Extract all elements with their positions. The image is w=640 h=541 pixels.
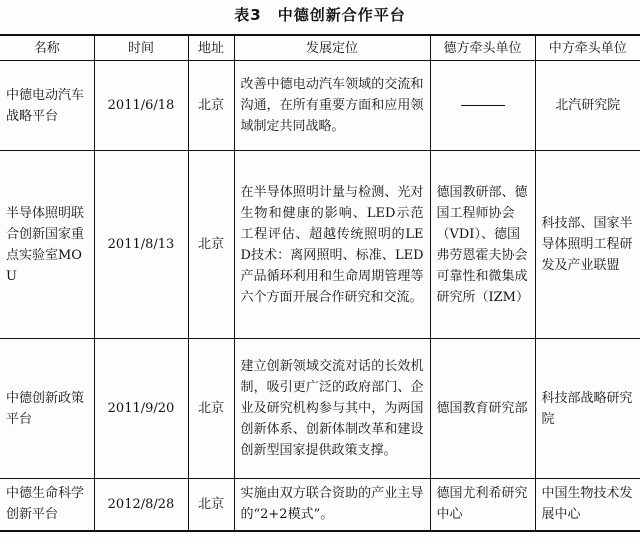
table-row [0,339,640,479]
cell-chinese-lead: 中国生物技术发展中心 [535,479,640,531]
cell-date: 2011/9/20 [94,339,188,479]
cell-positioning: 建立创新领域交流对话的长效机制，吸引更广泛的政府部门、企业及研究机构参与其中，为两国创新体系、创新体制改革和建设创新型国家提供政策支撑。 [234,339,430,479]
table-row [0,151,640,339]
cell-date: 2011/6/18 [94,61,188,151]
header-date: 时间 [94,35,188,61]
cell-location: 北京 [188,61,234,151]
cell-location: 北京 [188,339,234,479]
cell-german-lead: 德国教育研究部 [430,339,535,479]
cell-chinese-lead: 北汽研究院 [535,61,640,151]
cell-name: 中德生命科学创新平台 [0,479,94,531]
header-location: 地址 [188,35,234,61]
cell-german-lead: 德国教研部、德国工程师协会（VDI）、德国弗劳恩霍夫协会可靠性和微集成研究所（IZM） [430,151,535,339]
cell-location: 北京 [188,151,234,339]
cell-chinese-lead: 科技部战略研究院 [535,339,640,479]
cell-name: 半导体照明联合创新国家重点实验室MOU [0,151,94,339]
table-header-row [0,35,640,61]
cell-positioning: 在半导体照明计量与检测、光对生物和健康的影响、LED示范工程评估、超越传统照明的LED技术：离网照明、标准、LED产品循环利用和生命周期管理等六个方面开展合作研究和交流。 [234,151,430,339]
dash-placeholder [461,105,505,106]
cell-positioning: 实施由双方联合资助的产业主导的“2+2模式”。 [234,479,430,531]
cell-date: 2011/8/13 [94,151,188,339]
cell-name: 中德创新政策平台 [0,339,94,479]
cell-name: 中德电动汽车战略平台 [0,61,94,151]
cell-location: 北京 [188,479,234,531]
table-row [0,61,640,151]
cell-positioning: 改善中德电动汽车领域的交流和沟通，在所有重要方面和应用领域制定共同战略。 [234,61,430,151]
table-caption: 表3 中德创新合作平台 [234,6,406,24]
header-positioning: 发展定位 [234,35,430,61]
cell-date: 2012/8/28 [94,479,188,531]
cooperation-platforms-table [0,34,640,532]
header-chinese-lead: 中方牵头单位 [535,35,640,61]
cell-chinese-lead: 科技部、国家半导体照明工程研发及产业联盟 [535,151,640,339]
cell-german-lead: 德国尤利希研究中心 [430,479,535,531]
table-row [0,479,640,531]
header-german-lead: 德方牵头单位 [430,35,535,61]
header-name: 名称 [0,35,94,61]
cell-german-lead [430,61,535,151]
